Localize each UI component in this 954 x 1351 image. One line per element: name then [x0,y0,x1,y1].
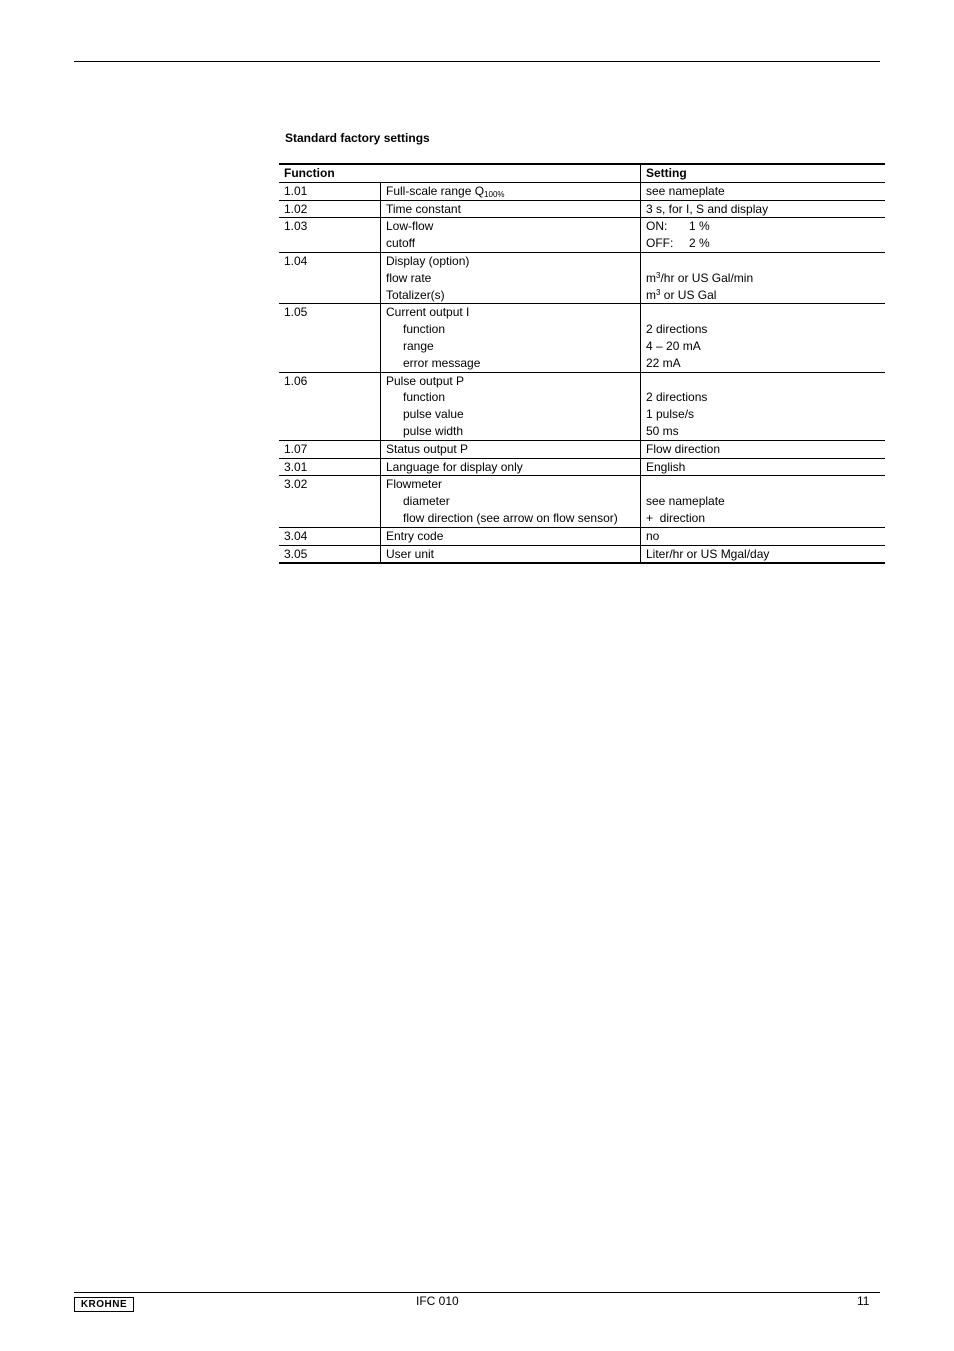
function-number: 1.01 [279,182,381,200]
table-row [279,458,885,476]
function-name: Language for display only [381,458,641,476]
function-number: 3.05 [279,545,381,563]
table-row [279,252,885,303]
function-number: 1.03 [279,218,381,253]
function-line: function [403,322,446,337]
setting-line: 1 pulse/s [646,407,695,422]
setting-label: OFF: [646,236,674,251]
setting-line [646,253,880,270]
setting-line: 50 ms [646,423,679,438]
function-name: Status output P [381,440,641,458]
function-number: 1.07 [279,440,381,458]
table-row [279,200,885,218]
setting-line [646,270,880,287]
setting-line [646,235,880,252]
krohne-logo: KROHNE [74,1297,134,1312]
function-name-text: Full-scale range Q [386,183,485,198]
column-header-setting: Setting [641,164,886,182]
factory-settings-table [279,163,885,564]
setting-line: 4 – 20 mA [646,338,701,353]
setting-text: m [646,287,656,302]
setting-line: 22 mA [646,355,681,370]
setting-superscript: 3 [656,270,661,280]
setting-label: ON: [646,219,668,234]
setting-value: English [646,459,686,474]
setting-value: 3 s, for I, S and display [646,201,769,216]
function-number: 1.06 [279,372,381,440]
setting-value [641,476,886,527]
setting-superscript: 3 [656,287,661,297]
function-name-subscript: 100% [484,189,505,199]
setting-line: 2 directions [646,322,708,337]
setting-text: m [646,270,656,285]
setting-value: Flow direction [646,441,721,456]
function-number: 3.04 [279,527,381,545]
function-line: Current output I [386,305,470,320]
table-row [279,218,885,253]
setting-line: see nameplate [646,494,725,509]
function-line: cutoff [386,236,416,251]
function-name: Time constant [381,200,641,218]
function-number: 1.04 [279,252,381,303]
function-line: Pulse output P [386,373,465,388]
function-name [381,476,641,527]
setting-line [646,218,880,235]
setting-value: Liter/hr or US Mgal/day [646,546,770,561]
table-row [279,372,885,440]
function-line: function [403,390,446,405]
table-row [279,527,885,545]
function-line: Totalizer(s) [386,287,445,302]
function-line: Low-flow [386,219,434,234]
setting-value [641,372,886,440]
setting-value: see nameplate [646,183,725,198]
setting-text: 1 % [689,219,710,234]
function-name [381,252,641,303]
function-line: pulse width [403,423,464,438]
function-number: 1.02 [279,200,381,218]
function-name [381,304,641,372]
setting-text: /hr or US Gal/min [660,270,754,285]
function-name [381,182,641,200]
setting-value: no [646,528,660,543]
setting-value [641,252,886,303]
setting-line [646,287,880,304]
function-name [381,372,641,440]
setting-value [641,304,886,372]
setting-text: 2 % [689,236,710,251]
function-number: 3.01 [279,458,381,476]
function-line: range [403,338,434,353]
header-rule [74,61,880,62]
table-row [279,545,885,563]
table-row [279,304,885,372]
table-row [279,476,885,527]
function-line: error message [403,355,481,370]
function-line: Flowmeter [386,477,443,492]
footer-rule [74,1292,880,1293]
function-name: Entry code [381,527,641,545]
table-row [279,440,885,458]
section-title: Standard factory settings [285,131,430,145]
setting-line [646,304,880,321]
function-name: User unit [381,545,641,563]
setting-line: + direction [646,510,706,525]
table-header-row [279,164,885,182]
table-row [279,182,885,200]
footer-document-title: IFC 010 [416,1294,459,1308]
function-number: 1.05 [279,304,381,372]
function-line: diameter [403,494,450,509]
function-number: 3.02 [279,476,381,527]
function-line: pulse value [403,407,464,422]
setting-line [646,476,880,493]
page-number: 11 [857,1294,870,1308]
column-header-function: Function [279,164,641,182]
setting-value [641,218,886,253]
function-line: flow direction (see arrow on flow sensor) [403,510,618,525]
setting-line: 2 directions [646,390,708,405]
setting-text: or US Gal [660,287,717,302]
function-name [381,218,641,253]
setting-line [646,373,880,390]
function-line: flow rate [386,270,432,285]
function-line: Display (option) [386,253,470,268]
